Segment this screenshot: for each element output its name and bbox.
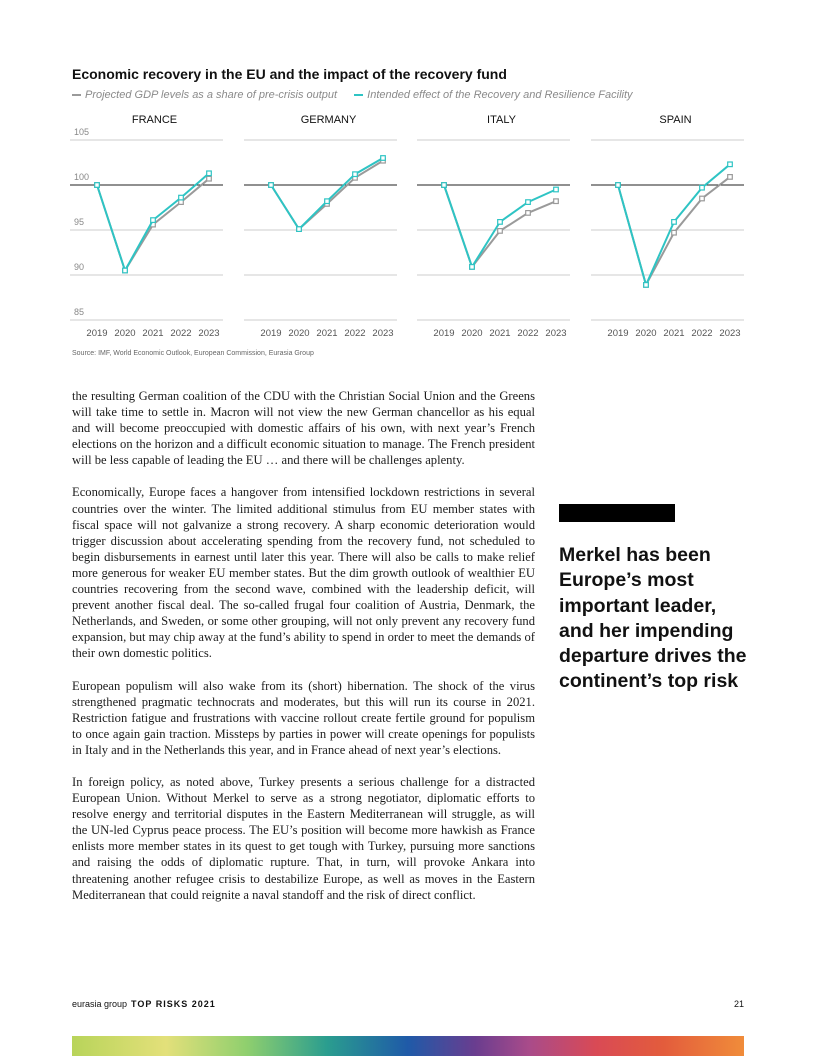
- data-point-rrf: [325, 199, 330, 204]
- y-tick-label: 85: [74, 307, 85, 317]
- x-tick-label: 2022: [170, 328, 192, 339]
- data-point-projected: [672, 230, 677, 235]
- x-tick-label: 2020: [288, 328, 310, 339]
- figure-title: Economic recovery in the EU and the impact of the recovery fund: [72, 66, 507, 82]
- data-point-rrf: [672, 220, 677, 225]
- panel-title: SPAIN: [659, 114, 692, 126]
- data-point-rrf: [554, 187, 559, 192]
- data-point-rrf: [297, 227, 302, 232]
- footer-series: TOP RISKS 2021: [131, 999, 216, 1009]
- y-tick-label: 100: [74, 172, 90, 182]
- paragraph-1: the resulting German coalition of the CDU with the Christian Social Union and the Greens will take time to settle in. Macron will not view the new German chancellor as his equal and will become preoccupied with domestic affairs of his own, with next year’s French elections on the horizon and a difficult economic situation to manage. The French president will be less capable of leading the EU … and there will be challenges aplenty.: [72, 389, 535, 468]
- pull-quote: Merkel has been Europe’s most important leader, and her impending departure drives the continent’s top risk: [559, 544, 747, 693]
- data-point-rrf: [526, 200, 531, 205]
- x-tick-label: 2020: [461, 328, 483, 339]
- x-tick-label: 2021: [142, 328, 164, 339]
- footer-branding: [72, 999, 216, 1009]
- y-tick-label: 90: [74, 262, 85, 272]
- x-tick-label: 2023: [719, 328, 741, 339]
- x-tick-label: 2019: [607, 328, 629, 339]
- panel-title: GERMANY: [300, 114, 357, 126]
- x-tick-label: 2019: [260, 328, 282, 339]
- x-tick-label: 2020: [114, 328, 136, 339]
- data-point-rrf: [644, 283, 649, 288]
- data-point-rrf: [442, 183, 447, 188]
- legend-swatch-gray: [72, 94, 81, 96]
- legend-label-rrf: Intended effect of the Recovery and Resilience Facility: [367, 89, 633, 101]
- redaction-bar: [559, 504, 675, 522]
- footer-brand: eurasia group: [72, 999, 128, 1009]
- x-tick-label: 2021: [316, 328, 338, 339]
- data-point-rrf: [353, 172, 358, 177]
- data-point-rrf: [207, 171, 212, 176]
- paragraph-4: In foreign policy, as noted above, Turkey presents a serious challenge for a distracted European Union. Without Merkel to serve as a strong negotiator, diplomatic efforts to resolve energy and territorial disputes in the Eastern Mediterranean will struggle, as will the UN-led Cyprus peace process. The EU’s position will become more hawkish as France enlists more member states in its quest to get tough with Turkey, pursuing more sanctions and raising the odds of diplomatic rupture. That, in turn, will provoke Ankara into threatening another refugee crisis to destabilize Europe, as well as moves in the Eastern Mediterranean that could reignite a naval standoff and the risk of direct conflict.: [72, 774, 535, 902]
- data-point-rrf: [95, 183, 100, 188]
- data-point-rrf: [728, 162, 733, 167]
- data-point-rrf: [123, 268, 128, 273]
- y-tick-label: 95: [74, 217, 85, 227]
- series-line-rrf: [444, 185, 556, 267]
- panel-title: FRANCE: [131, 114, 178, 126]
- x-tick-label: 2023: [545, 328, 567, 339]
- legend-item-projected: [72, 89, 337, 101]
- data-point-projected: [728, 175, 733, 180]
- series-line-projected: [271, 161, 383, 229]
- chart-legend: [72, 89, 647, 101]
- x-tick-label: 2021: [489, 328, 511, 339]
- decorative-color-band: [72, 1036, 744, 1056]
- small-multiples-chart: [0, 108, 816, 348]
- x-tick-label: 2022: [344, 328, 366, 339]
- x-tick-label: 2021: [663, 328, 685, 339]
- paragraph-2: Economically, Europe faces a hangover from intensified lockdown restrictions in several countries over the winter. The limited additional stimulus from EU member states with fiscal space will not galvanize a strong recovery. A sharp economic deterioration would trigger discussion about accelerating spending from the recovery fund, not scheduled to begin disbursements in earnest until later this year. There will also be calls to make relief more generous for weaker EU member states. But the dim growth outlook of wealthier EU countries recovering from the second wave, combined with the leadership deficit, will prevent another fiscal deal. The so-called frugal four coalition of Austria, Denmark, the Netherlands, and Sweden, or some other grouping, will not only prevent any recovery fund expansion, but may chip away at the fund’s ability to spend in order to meet the demands of their own domestic politics.: [72, 485, 535, 661]
- legend-swatch-teal: [354, 94, 363, 96]
- x-tick-label: 2022: [691, 328, 713, 339]
- legend-label-projected: Projected GDP levels as a share of pre-crisis output: [85, 89, 338, 101]
- data-point-rrf: [498, 220, 503, 225]
- data-point-rrf: [269, 183, 274, 188]
- data-point-projected: [700, 196, 705, 201]
- x-tick-label: 2023: [372, 328, 394, 339]
- x-tick-label: 2020: [635, 328, 657, 339]
- y-tick-label: 105: [74, 127, 90, 137]
- data-point-rrf: [179, 195, 184, 200]
- panel-title: ITALY: [487, 114, 516, 126]
- legend-item-rrf: [354, 89, 632, 101]
- data-point-projected: [207, 176, 212, 181]
- x-tick-label: 2022: [517, 328, 539, 339]
- page-number: 21: [733, 999, 744, 1009]
- paragraph-3: European populism will also wake from its (short) hibernation. The shock of the virus strengthened pragmatic technocrats and moderates, but this will run its course in 2021. Restriction fatigue and frustrations with vaccine rollout create fertile ground for populism to once again gain traction. Missteps by parties in power will create openings for populists in Italy and in the Netherlands this year, and in France ahead of next year’s elections.: [72, 678, 535, 757]
- data-point-projected: [498, 229, 503, 234]
- data-point-rrf: [700, 185, 705, 190]
- body-text: [72, 388, 535, 919]
- x-tick-label: 2023: [198, 328, 220, 339]
- data-point-projected: [526, 211, 531, 216]
- data-point-rrf: [470, 265, 475, 270]
- series-line-rrf: [271, 158, 383, 229]
- figure-source: Source: IMF, World Economic Outlook, European Commission, Eurasia Group: [72, 350, 314, 357]
- data-point-rrf: [381, 156, 386, 161]
- x-tick-label: 2019: [86, 328, 108, 339]
- data-point-rrf: [616, 183, 621, 188]
- data-point-projected: [554, 199, 559, 204]
- x-tick-label: 2019: [433, 328, 455, 339]
- data-point-rrf: [151, 218, 156, 223]
